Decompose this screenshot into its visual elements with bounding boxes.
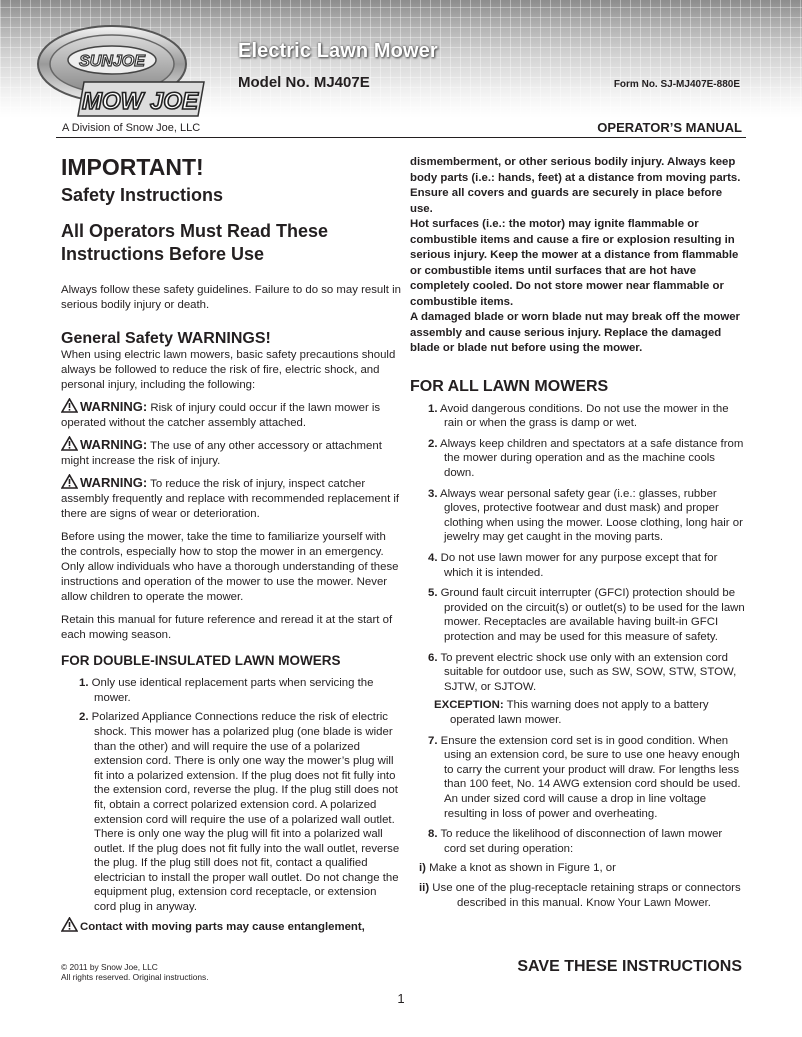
left-column [61,152,401,935]
logo-sunjoe-text: SUNJOE [79,53,145,70]
form-number: Form No. SJ-MJ407E-880E [613,79,740,90]
warning-label: WARNING: [80,437,148,453]
sub-list-item: ii) Use one of the plug-receptacle retaining straps or connectors described in this manual. Know Your Lawn Mower. [419,881,741,909]
sub-list-item: i) Make a knot as shown in Figure 1, or [419,862,616,875]
list-item: 2. Always keep children and spectators at a safe distance from the mower during operation and as the machine cools down. [428,437,744,480]
warning-label: WARNING: [80,399,148,415]
intro-paragraph: Always follow these safety guidelines. Failure to do so may result in serious bodily injury or death. [61,284,401,312]
exception-note: EXCEPTION: This warning does not apply to a battery operated lawn mower. [434,699,709,726]
all-operators-heading: All Operators Must Read These Instructions Before Use [61,221,329,264]
header-banner [0,0,802,118]
warning-text: The use of any other accessory or attachment might increase the risk of injury. [61,440,382,468]
damaged-blade-warning: A damaged blade or worn blade nut may break off the mower assembly and cause serious injury. Replace the damaged blade or blade nut before using the mower. [410,311,740,354]
warning-text: Risk of injury could occur if the lawn mower is operated without the catcher assembly attached. [61,402,381,430]
general-warnings-heading: General Safety WARNINGS! [61,330,271,348]
list-item: 1. Only use identical replacement parts when servicing the mower. [79,677,374,704]
list-item: 1. Avoid dangerous conditions. Do not use the mower in the rain or when the grass is damp or wet. [428,402,729,430]
list-item: 8. To reduce the likelihood of disconnection of lawn mower cord set during operation: [428,828,723,855]
page-number: 1 [397,991,405,1006]
warning-catcher [61,398,401,431]
operators-manual-label: OPERATOR’S MANUAL [597,120,742,135]
sunjoe-mowjoe-logo [34,20,224,124]
list-item: 5. Ground fault circuit interrupter (GFCI) protection should be provided on the circuit(s) or outlet(s) to be used for the lawn mower. Receptacles are available having built-in GFCI protection and may be used for this measure of safety. [428,587,745,643]
list-item: 2. Polarized Appliance Connections reduce the risk of electric shock. This mower has a polarized plug (one blade is wider than the other) and will require the use of a polarized extension cord. There is only one way the mower’s plug will fit into a polarized extension. If the plug does not fit fully into the extension cord, reverse the plug. If the plug still does not fit, obtain a correct polarized extension cord. A polarized extension cord will require the use of a polarized wall outlet. There is only one way the plug will fit into a polarized wall outlet. If the plug does not fit fully into the wall outlet, reverse the plug. If the plug still does not fit, contact a qualified electrician to install the proper wall outlet. Do not change the equipment plug, extension cord receptacle, or extension cord plug in anyway. [79,711,400,914]
all-lawn-mowers-heading: FOR ALL LAWN MOWERS [410,377,609,395]
warning-inspect [61,474,401,522]
moving-parts-warning-continued: dismemberment, or other serious bodily injury. Always keep body parts (i.e.: hands, feet) at a distance from moving parts. Ensure all covers and guards are securely in place before use. [410,156,741,215]
before-using-paragraph: Before using the mower, take the time to familiarize yourself with the controls, especially how to stop the mower in an emergency. Only allow individuals who have a thorough understanding of these instructions and operation of the mower to use the mower. Never allow children to operate the mower. [61,531,399,604]
contact-moving-parts-warning: Contact with moving parts may cause entanglement, [61,917,401,936]
safety-instructions-heading: Safety Instructions [61,184,224,205]
warning-text: To reduce the risk of injury, inspect catcher assembly frequently and replace with recommended replacement if there are signs of wear or deterioration. [61,478,400,521]
list-item: 3. Always wear personal safety gear (i.e.: glasses, rubber gloves, protective footwear and dust mask) and proper clothing when using the mower. Loose clothing, long hair or jewelry may get caught in the moving parts. [428,487,743,544]
double-insulated-list [61,676,401,915]
retain-manual-paragraph: Retain this manual for future reference and reread it at the start of each mowing season. [61,614,393,642]
important-heading: IMPORTANT! [61,154,204,180]
list-item: 7. Ensure the extension cord set is in good condition. When using an extension cord, be sure to use one heavy enough to carry the current your product will draw. For lengths less than 100 feet, No. 14 AWG extension cord should be used. An under sized cord will cause a drop in line voltage resulting in loss of power and overheating. [428,734,741,820]
list-item: 6. To prevent electric shock use only with an extension cord suitable for outdoor use, such as SW, SOW, STW, STOW, SJTW, or SJTOW. [428,651,737,693]
general-warnings-text: When using electric lawn mowers, basic safety precautions should always be followed to reduce the risk of fire, electric shock, and personal injury, including the following: [61,349,396,392]
warning-triangle-icon [61,917,78,932]
hot-surfaces-warning: Hot surfaces (i.e.: the motor) may ignite flammable or combustible items and cause a fire or explosion resulting in serious injury. Keep the mower at a distance from flammable or combustible items until surfaces that are hot have completely cooled. Do not store mower near flammable or combustible items. [410,218,739,308]
division-text: A Division of Snow Joe, LLC [62,122,201,134]
warning-triangle-icon [61,436,78,451]
warning-triangle-icon [61,474,78,489]
header-divider [56,137,746,138]
double-insulated-heading: FOR DOUBLE-INSULATED LAWN MOWERS [61,653,341,669]
warning-accessory [61,436,401,469]
model-number: Model No. MJ407E [238,74,370,91]
warning-triangle-icon [61,398,78,413]
copyright-notice: © 2011 by Snow Joe, LLC All rights reserved. Original instructions. [61,962,209,982]
logo-mowjoe-text: MOW JOE [81,88,199,115]
product-title: Electric Lawn Mower [238,40,438,62]
save-instructions-footer: SAVE THESE INSTRUCTIONS [517,958,742,975]
right-column [410,155,746,910]
warning-label: WARNING: [80,475,148,491]
all-lawn-mowers-list-continued [410,734,746,857]
all-lawn-mowers-list [410,402,746,695]
list-item: 4. Do not use lawn mower for any purpose except that for which it is intended. [428,552,718,579]
